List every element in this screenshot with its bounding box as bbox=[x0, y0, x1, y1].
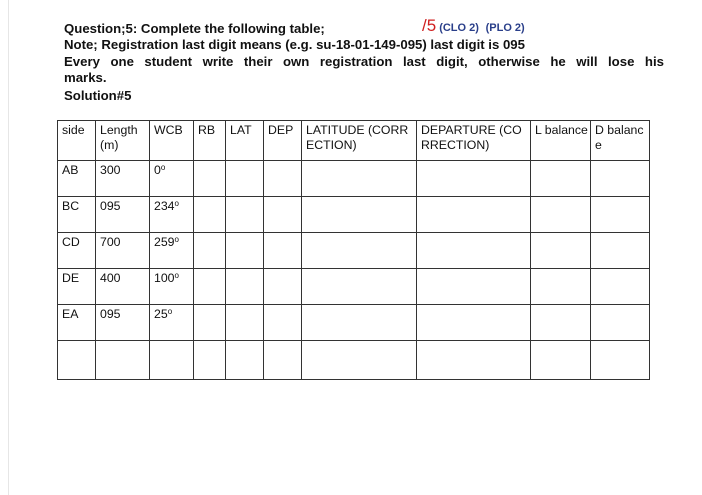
empty-cell[interactable] bbox=[591, 341, 650, 380]
table-row-blank bbox=[58, 341, 650, 380]
wcb-cell bbox=[150, 161, 194, 197]
l-balance-cell[interactable] bbox=[531, 233, 591, 269]
degree-symbol: o bbox=[174, 271, 179, 280]
departure-correction-cell[interactable] bbox=[417, 305, 531, 341]
lat-cell[interactable] bbox=[226, 161, 264, 197]
wcb-cell bbox=[150, 269, 194, 305]
length-cell: 400 bbox=[96, 269, 150, 305]
d-balance-cell[interactable] bbox=[591, 161, 650, 197]
empty-cell[interactable] bbox=[264, 341, 302, 380]
l-balance-cell[interactable] bbox=[531, 305, 591, 341]
l-balance-cell[interactable] bbox=[531, 197, 591, 233]
table-row bbox=[58, 269, 650, 305]
instruction-line-2: marks. bbox=[64, 70, 107, 85]
rb-cell[interactable] bbox=[194, 197, 226, 233]
wcb-cell bbox=[150, 233, 194, 269]
empty-cell[interactable] bbox=[226, 341, 264, 380]
rb-cell[interactable] bbox=[194, 161, 226, 197]
degree-symbol: o bbox=[174, 235, 179, 244]
dep-cell[interactable] bbox=[264, 233, 302, 269]
dep-cell[interactable] bbox=[264, 269, 302, 305]
d-balance-cell[interactable] bbox=[591, 269, 650, 305]
lat-cell[interactable] bbox=[226, 305, 264, 341]
table-row bbox=[58, 305, 650, 341]
header-dep: DEP bbox=[264, 121, 302, 161]
latitude-correction-cell[interactable] bbox=[302, 161, 417, 197]
registration-note: Note; Registration last digit means (e.g. su-18-01-149-095) last digit is 095 bbox=[64, 37, 525, 52]
wcb-value: 234 bbox=[154, 199, 175, 213]
latitude-correction-cell[interactable] bbox=[302, 305, 417, 341]
side-cell: CD bbox=[58, 233, 96, 269]
empty-cell[interactable] bbox=[150, 341, 194, 380]
empty-cell[interactable] bbox=[417, 341, 531, 380]
instruction-line-1: Every one student write their own registration last digit, otherwise he will lose his bbox=[64, 53, 664, 69]
d-balance-cell[interactable] bbox=[591, 197, 650, 233]
length-cell: 095 bbox=[96, 305, 150, 341]
departure-correction-cell[interactable] bbox=[417, 269, 531, 305]
header-side: side bbox=[58, 121, 96, 161]
marks-value: /5 bbox=[422, 16, 437, 35]
header-d-balance: D balance bbox=[591, 121, 650, 161]
departure-correction-cell[interactable] bbox=[417, 233, 531, 269]
dep-cell[interactable] bbox=[264, 197, 302, 233]
marks-allocation bbox=[422, 18, 525, 37]
header-wcb: WCB bbox=[150, 121, 194, 161]
side-cell: AB bbox=[58, 161, 96, 197]
degree-symbol: o bbox=[174, 199, 179, 208]
wcb-value: 100 bbox=[154, 271, 175, 285]
length-cell: 700 bbox=[96, 233, 150, 269]
table-row bbox=[58, 197, 650, 233]
lat-cell[interactable] bbox=[226, 197, 264, 233]
header-l-balance: L balance bbox=[531, 121, 591, 161]
traverse-table bbox=[57, 120, 650, 380]
l-balance-cell[interactable] bbox=[531, 161, 591, 197]
empty-cell[interactable] bbox=[58, 341, 96, 380]
header-rb: RB bbox=[194, 121, 226, 161]
table-row bbox=[58, 161, 650, 197]
solution-label: Solution#5 bbox=[64, 87, 132, 103]
page-edge bbox=[8, 0, 9, 495]
header-lat: LAT bbox=[226, 121, 264, 161]
side-cell: BC bbox=[58, 197, 96, 233]
table-row bbox=[58, 233, 650, 269]
latitude-correction-cell[interactable] bbox=[302, 269, 417, 305]
wcb-value: 259 bbox=[154, 235, 175, 249]
empty-cell[interactable] bbox=[302, 341, 417, 380]
header-length: Length (m) bbox=[96, 121, 150, 161]
d-balance-cell[interactable] bbox=[591, 305, 650, 341]
departure-correction-cell[interactable] bbox=[417, 161, 531, 197]
empty-cell[interactable] bbox=[194, 341, 226, 380]
clo-label: (CLO 2) bbox=[439, 22, 479, 34]
header-latitude-correction: LATITUDE (CORRECTION) bbox=[302, 121, 417, 161]
question-line bbox=[64, 16, 664, 37]
side-cell: DE bbox=[58, 269, 96, 305]
rb-cell[interactable] bbox=[194, 233, 226, 269]
length-cell: 300 bbox=[96, 161, 150, 197]
latitude-correction-cell[interactable] bbox=[302, 197, 417, 233]
wcb-value: 0 bbox=[154, 163, 161, 177]
rb-cell[interactable] bbox=[194, 269, 226, 305]
lat-cell[interactable] bbox=[226, 233, 264, 269]
question-title: Question;5: Complete the following table; bbox=[64, 21, 325, 36]
length-cell: 095 bbox=[96, 197, 150, 233]
dep-cell[interactable] bbox=[264, 161, 302, 197]
l-balance-cell[interactable] bbox=[531, 269, 591, 305]
question-header bbox=[64, 16, 664, 104]
empty-cell[interactable] bbox=[531, 341, 591, 380]
wcb-value: 25 bbox=[154, 307, 168, 321]
lat-cell[interactable] bbox=[226, 269, 264, 305]
wcb-cell bbox=[150, 197, 194, 233]
table-header-row bbox=[58, 121, 650, 161]
dep-cell[interactable] bbox=[264, 305, 302, 341]
departure-correction-cell[interactable] bbox=[417, 197, 531, 233]
wcb-cell bbox=[150, 305, 194, 341]
empty-cell[interactable] bbox=[96, 341, 150, 380]
degree-symbol: o bbox=[160, 163, 166, 172]
degree-symbol: o bbox=[167, 307, 173, 316]
d-balance-cell[interactable] bbox=[591, 233, 650, 269]
header-departure-correction: DEPARTURE (CORRECTION) bbox=[417, 121, 531, 161]
latitude-correction-cell[interactable] bbox=[302, 233, 417, 269]
rb-cell[interactable] bbox=[194, 305, 226, 341]
plo-label: (PLO 2) bbox=[485, 22, 525, 34]
side-cell: EA bbox=[58, 305, 96, 341]
